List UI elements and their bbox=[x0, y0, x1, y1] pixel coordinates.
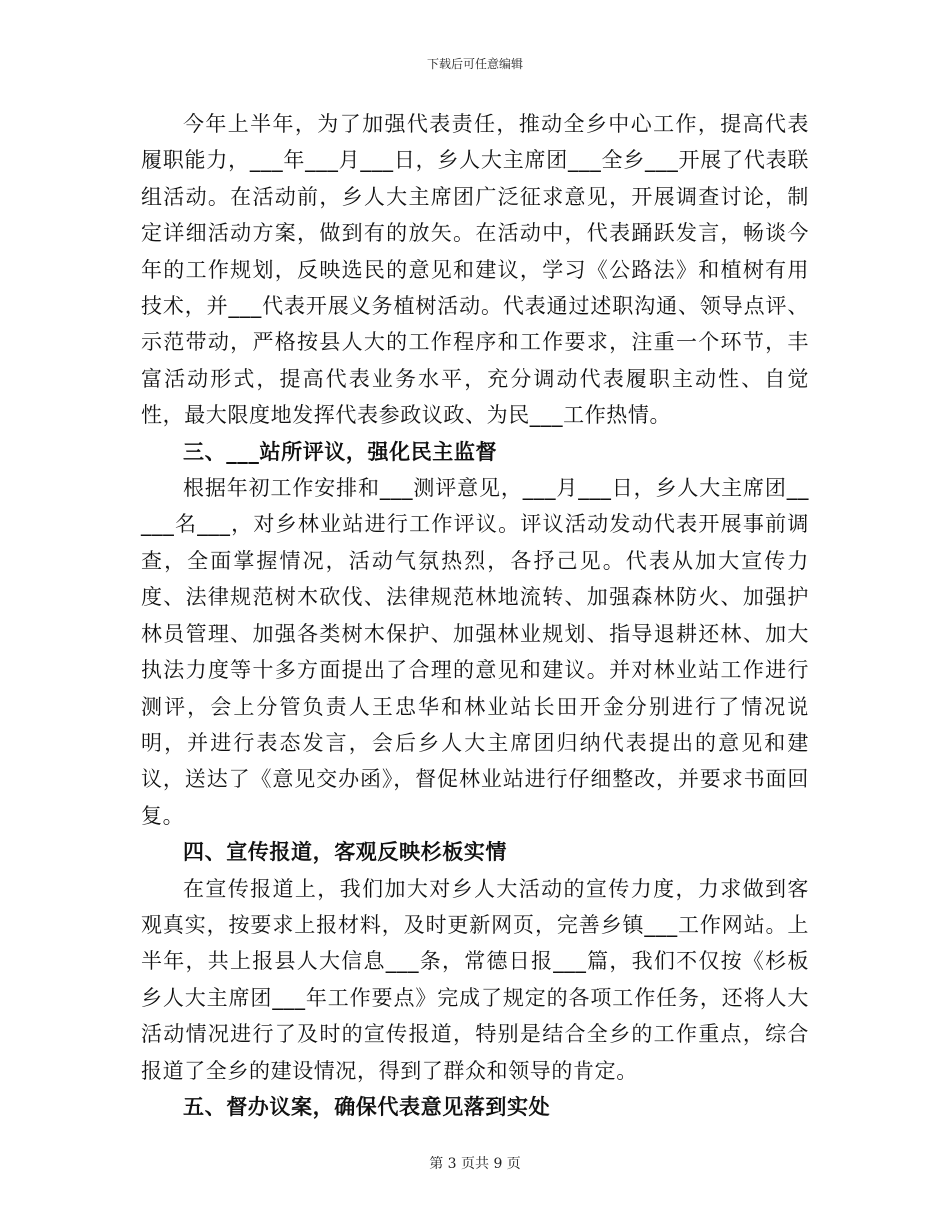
page-header: 下载后可任意编辑 bbox=[426, 57, 523, 71]
section-heading-5: 五、督办议案，确保代表意见落到实处 bbox=[183, 1094, 551, 1119]
document-body bbox=[141, 106, 809, 1125]
paragraph-station-review: 根据年初工作安排和___测评意见，___月___日，乡人大主席团_____名___，对乡林业站进行工作评议。评议活动发动代表开展事前调查，全面掌握情况，活动气氛热烈，各抒己见。代表从加大宣传力度、法律规范树木砍伐、法律规范林地流转、加强森林防火、加强护林员管理、加强各类树木保护、加强林业规划、指导退耕还林、加大执法力度等十多方面提出了合理的意见和建议。并对林业站工作进行测评，会上分管负责人王忠华和林业站长田开金分别进行了情况说明，并进行表态发言，会后乡人大主席团归纳代表提出的意见和建议，送达了《意见交办函》，督促林业站进行仔细整改，并要求书面回复。 bbox=[141, 476, 809, 828]
section-heading-3: 三、___站所评议，强化民主监督 bbox=[183, 439, 498, 464]
paragraph-delegate-activities: 今年上半年，为了加强代表责任，推动全乡中心工作，提高代表履职能力，___年___月___日，乡人大主席团___全乡___开展了代表联组活动。在活动前，乡人大主席团广泛征求意见，开展调查讨论，制定详细活动方案，做到有的放矢。在活动中，代表踊跃发言，畅谈今年的工作规划，反映选民的意见和建议，学习《公路法》和植树有用技术，并___代表开展义务植树活动。代表通过述职沟通、领导点评、示范带动，严格按县人大的工作程序和工作要求，注重一个环节，丰富活动形式，提高代表业务水平，充分调动代表履职主动性、自觉性，最大限度地发挥代表参政议政、为民___工作热情。 bbox=[141, 112, 809, 428]
paragraph-publicity: 在宣传报道上，我们加大对乡人大活动的宣传力度，力求做到客观真实，按要求上报材料，及时更新网页，完善乡镇___工作网站。上半年，共上报县人大信息___条，常德日报___篇，我们不仅按《杉板乡人大主席团___年工作要点》完成了规定的各项工作任务，还将人大活动情况进行了及时的宣传报道，特别是结合全乡的工作重点，综合报道了全乡的建设情况，得到了群众和领导的肯定。 bbox=[141, 876, 809, 1083]
page-number-footer: 第 3 页共 9 页 bbox=[429, 1156, 521, 1172]
section-heading-4: 四、宣传报道，客观反映杉板实情 bbox=[183, 840, 507, 865]
